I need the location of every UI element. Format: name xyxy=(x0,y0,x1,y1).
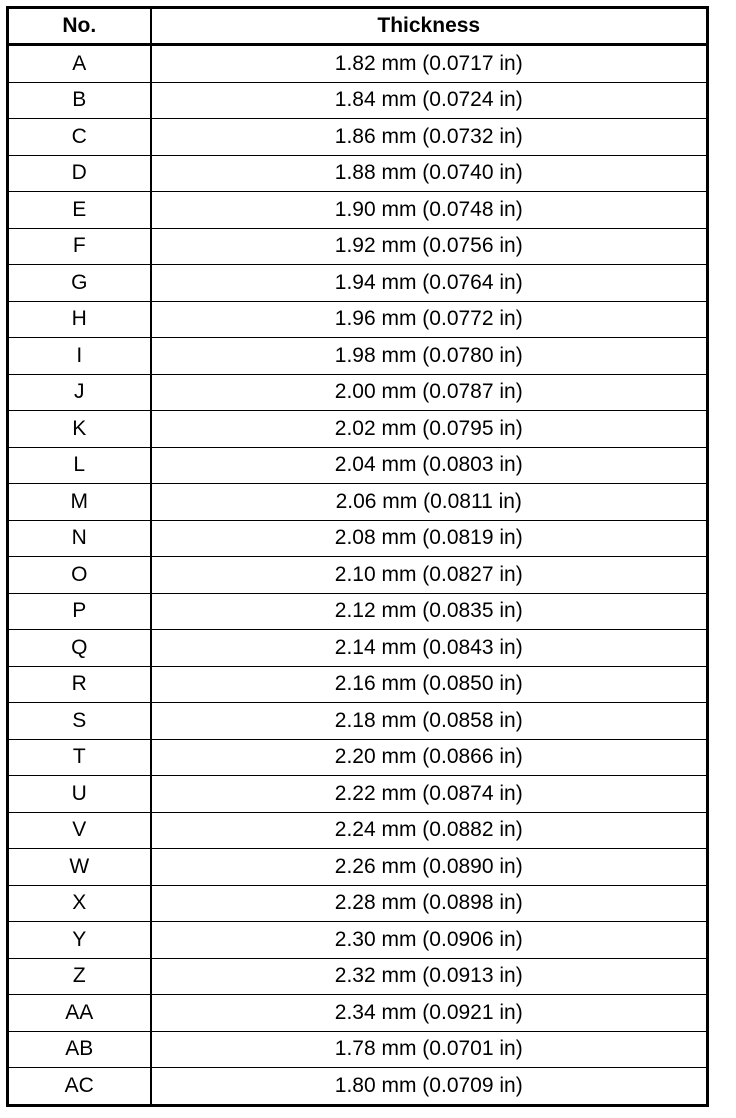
cell-thickness: 2.30 mm (0.0906 in) xyxy=(151,922,708,959)
table-row xyxy=(8,374,708,411)
cell-no: T xyxy=(8,739,151,776)
table-row xyxy=(8,593,708,630)
cell-thickness: 2.32 mm (0.0913 in) xyxy=(151,958,708,995)
cell-thickness: 2.34 mm (0.0921 in) xyxy=(151,995,708,1032)
table-row xyxy=(8,922,708,959)
thickness-table xyxy=(6,6,709,1107)
cell-no: Z xyxy=(8,958,151,995)
cell-thickness: 2.18 mm (0.0858 in) xyxy=(151,703,708,740)
cell-thickness: 1.82 mm (0.0717 in) xyxy=(151,45,708,83)
cell-thickness: 1.92 mm (0.0756 in) xyxy=(151,228,708,265)
cell-thickness: 2.16 mm (0.0850 in) xyxy=(151,666,708,703)
cell-no: L xyxy=(8,447,151,484)
cell-thickness: 1.80 mm (0.0709 in) xyxy=(151,1068,708,1106)
table-row xyxy=(8,411,708,448)
cell-no: I xyxy=(8,338,151,375)
cell-no: D xyxy=(8,155,151,192)
table-row xyxy=(8,45,708,83)
header-no: No. xyxy=(8,8,151,45)
table-row xyxy=(8,666,708,703)
table-row xyxy=(8,1031,708,1068)
header-thickness: Thickness xyxy=(151,8,708,45)
table-row xyxy=(8,520,708,557)
table-row xyxy=(8,301,708,338)
cell-no: W xyxy=(8,849,151,886)
table-row xyxy=(8,995,708,1032)
cell-no: J xyxy=(8,374,151,411)
table-row xyxy=(8,557,708,594)
table-row xyxy=(8,1068,708,1106)
table-row xyxy=(8,228,708,265)
cell-thickness: 2.14 mm (0.0843 in) xyxy=(151,630,708,667)
table-row xyxy=(8,739,708,776)
cell-thickness: 2.20 mm (0.0866 in) xyxy=(151,739,708,776)
table-row xyxy=(8,812,708,849)
header-row xyxy=(8,8,708,45)
table-row xyxy=(8,82,708,119)
table-row xyxy=(8,958,708,995)
table-row xyxy=(8,885,708,922)
cell-no: N xyxy=(8,520,151,557)
cell-thickness: 2.26 mm (0.0890 in) xyxy=(151,849,708,886)
cell-thickness: 1.90 mm (0.0748 in) xyxy=(151,192,708,229)
cell-thickness: 1.98 mm (0.0780 in) xyxy=(151,338,708,375)
table-row xyxy=(8,119,708,156)
cell-no: C xyxy=(8,119,151,156)
cell-no: R xyxy=(8,666,151,703)
cell-no: X xyxy=(8,885,151,922)
cell-no: B xyxy=(8,82,151,119)
cell-thickness: 1.96 mm (0.0772 in) xyxy=(151,301,708,338)
cell-no: P xyxy=(8,593,151,630)
cell-no: U xyxy=(8,776,151,813)
table-row xyxy=(8,265,708,302)
cell-no: E xyxy=(8,192,151,229)
cell-thickness: 1.88 mm (0.0740 in) xyxy=(151,155,708,192)
cell-no: AB xyxy=(8,1031,151,1068)
table-row xyxy=(8,192,708,229)
cell-no: G xyxy=(8,265,151,302)
cell-thickness: 2.06 mm (0.0811 in) xyxy=(151,484,708,521)
cell-no: AA xyxy=(8,995,151,1032)
table-row xyxy=(8,630,708,667)
cell-no: S xyxy=(8,703,151,740)
table-row xyxy=(8,703,708,740)
cell-no: K xyxy=(8,411,151,448)
cell-thickness: 2.28 mm (0.0898 in) xyxy=(151,885,708,922)
cell-thickness: 2.02 mm (0.0795 in) xyxy=(151,411,708,448)
table-row xyxy=(8,776,708,813)
thickness-table-container xyxy=(6,6,706,1110)
table-row xyxy=(8,447,708,484)
table-body xyxy=(8,45,708,1106)
cell-no: AC xyxy=(8,1068,151,1106)
cell-thickness: 2.12 mm (0.0835 in) xyxy=(151,593,708,630)
cell-no: F xyxy=(8,228,151,265)
cell-thickness: 1.84 mm (0.0724 in) xyxy=(151,82,708,119)
cell-no: A xyxy=(8,45,151,83)
cell-thickness: 2.00 mm (0.0787 in) xyxy=(151,374,708,411)
cell-thickness: 1.78 mm (0.0701 in) xyxy=(151,1031,708,1068)
table-row xyxy=(8,338,708,375)
table-header xyxy=(8,8,708,45)
cell-thickness: 2.08 mm (0.0819 in) xyxy=(151,520,708,557)
cell-thickness: 1.86 mm (0.0732 in) xyxy=(151,119,708,156)
cell-no: Y xyxy=(8,922,151,959)
table-row xyxy=(8,155,708,192)
cell-thickness: 2.22 mm (0.0874 in) xyxy=(151,776,708,813)
table-row xyxy=(8,484,708,521)
cell-no: O xyxy=(8,557,151,594)
cell-thickness: 1.94 mm (0.0764 in) xyxy=(151,265,708,302)
cell-thickness: 2.24 mm (0.0882 in) xyxy=(151,812,708,849)
cell-thickness: 2.04 mm (0.0803 in) xyxy=(151,447,708,484)
cell-no: H xyxy=(8,301,151,338)
table-row xyxy=(8,849,708,886)
cell-thickness: 2.10 mm (0.0827 in) xyxy=(151,557,708,594)
cell-no: V xyxy=(8,812,151,849)
cell-no: Q xyxy=(8,630,151,667)
cell-no: M xyxy=(8,484,151,521)
